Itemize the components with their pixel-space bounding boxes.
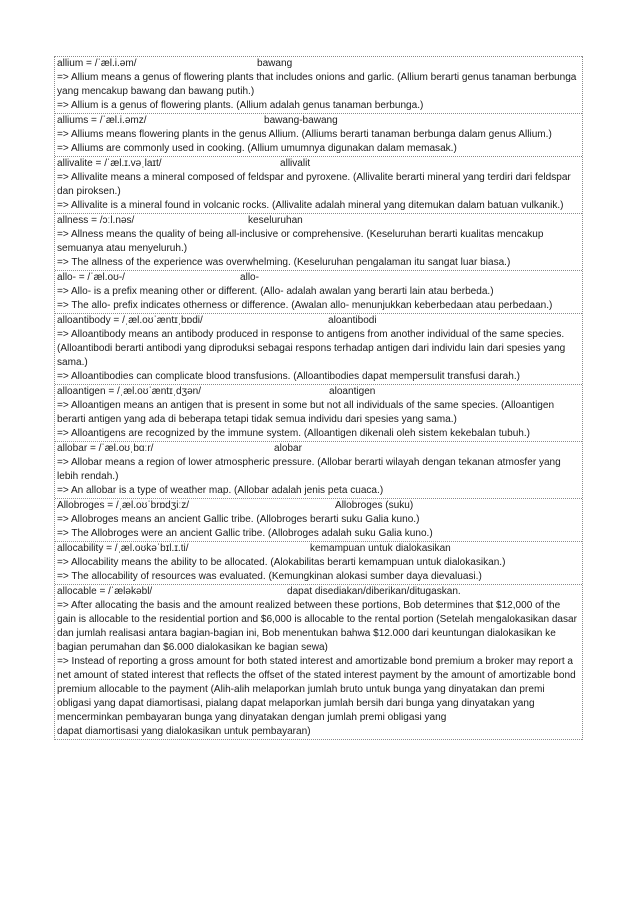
example-sentence: => Alloantibodies can complicate blood transfusions. (Alloantibodies dapat mempersulit transfusi darah.) (57, 371, 520, 382)
headword-pronunciation: allivalite = /ˈæl.ɪ.vəˌlaɪt/ (57, 158, 162, 169)
headword-pronunciation: allocability = /ˌæl.oʊkəˈbɪl.ɪ.ti/ (57, 543, 189, 554)
example-sentence: => Instead of reporting a gross amount for both stated interest and amortizable bond premium a broker may report a net amount of stated interest that reflects the offset of the stated interest payment by the amount of amortizable bond premium allocable to the payment (Alih-alih melaporkan jumlah bruto untuk bunga yang dinyatakan dan premi obligasi yang dapat diamortisasi, pialang dapat melaporkan jumlah bersih dari bunga yang dinyatakan yang mencerminkan pembayaran bunga yang dinyatakan dengan jumlah premi obligasi yang (57, 656, 576, 723)
example-sentence: => Allness means the quality of being all-inclusive or comprehensive. (Keseluruhan berarti kualitas mencakup semuanya atau menyeluruh.) (57, 229, 544, 254)
entry-header (57, 57, 581, 71)
headword-pronunciation: alliums = /ˈæl.i.əmz/ (57, 115, 147, 126)
example-sentence: => Allocability means the ability to be allocated. (Alokabilitas berarti kemampuan untuk dialokasikan.) (57, 557, 506, 568)
entry-header (57, 114, 581, 128)
translation: allo- (240, 272, 259, 283)
dictionary-entry (55, 313, 582, 384)
headword-pronunciation: allocable = /ˈæləkəbl/ (57, 586, 153, 597)
example-sentence: => Allium is a genus of flowering plants. (Allium adalah genus tanaman berbunga.) (57, 100, 424, 111)
entry-header (57, 499, 581, 513)
example-sentence: => Alloantibody means an antibody produced in response to antigens from another individual of the same species. (Alloantibodi berarti antibodi yang diproduksi sebagai respons terhadap antigen dari individu lain dari spesies yang sama.) (57, 329, 566, 368)
dictionary-entry (55, 56, 582, 113)
example-sentence: => An allobar is a type of weather map. (Allobar adalah jenis peta cuaca.) (57, 485, 384, 496)
entry-header (57, 214, 581, 228)
example-sentence: => Alliums means flowering plants in the genus Allium. (Alliums berarti tanaman berbunga dalam genus Allium.) (57, 129, 552, 140)
dictionary-entry (55, 384, 582, 441)
headword-pronunciation: allobar = /ˈæl.oʊˌbɑːr/ (57, 443, 154, 454)
example-sentence: => Allivalite means a mineral composed of feldspar and pyroxene. (Allivalite berarti mineral yang terdiri dari feldspar dan piroksen.) (57, 172, 571, 197)
example-sentence: => Alloantigens are recognized by the immune system. (Alloantigen dikenali oleh sistem kekebalan tubuh.) (57, 428, 531, 439)
example-sentence: => The allocability of resources was evaluated. (Kemungkinan alokasi sumber daya dievaluasi.) (57, 571, 482, 582)
example-sentence: => Alloantigen means an antigen that is present in some but not all individuals of the same species. (Alloantigen berarti antigen yang ada di beberapa tetapi tidak semua individu dari spesies yang sama.) (57, 400, 555, 425)
example-sentence: => Alliums are commonly used in cooking. (Allium umumnya digunakan dalam memasak.) (57, 143, 457, 154)
dictionary-entry (55, 498, 582, 541)
example-sentence: => Allobroges means an ancient Gallic tribe. (Allobroges berarti suku Galia kuno.) (57, 514, 420, 525)
dictionary-entry (55, 213, 582, 270)
dictionary-entry (55, 541, 582, 584)
headword-pronunciation: allium = /ˈæl.i.əm/ (57, 58, 137, 69)
dictionary-entry (55, 113, 582, 156)
translation: kemampuan untuk dialokasikan (310, 543, 451, 554)
example-sentence: => The allness of the experience was overwhelming. (Keseluruhan pengalaman itu sangat luar biasa.) (57, 257, 511, 268)
translation: dapat disediakan/diberikan/ditugaskan. (287, 586, 461, 597)
dictionary-entry (55, 270, 582, 313)
example-sentence: dapat diamortisasi yang dialokasikan untuk pembayaran) (57, 726, 311, 737)
headword-pronunciation: Allobroges = /ˌæl.oʊˈbrɒdʒiːz/ (57, 500, 190, 511)
headword-pronunciation: allo- = /ˈæl.oʊ-/ (57, 272, 125, 283)
example-sentence: => Allobar means a region of lower atmospheric pressure. (Allobar berarti wilayah dengan tekanan atmosfer yang lebih rendah.) (57, 457, 561, 482)
entry-header (57, 157, 581, 171)
translation: keseluruhan (248, 215, 303, 226)
translation: aloantibodi (328, 315, 377, 326)
dictionary-entry (55, 584, 582, 740)
headword-pronunciation: allness = /ɔːl.nəs/ (57, 215, 135, 226)
headword-pronunciation: alloantigen = /ˌæl.oʊˈæntɪˌdʒən/ (57, 386, 202, 397)
entry-header (57, 542, 581, 556)
example-sentence: => The allo- prefix indicates otherness or difference. (Awalan allo- menunjukkan keberbedaan atau perbedaan.) (57, 300, 553, 311)
dictionary-entry (55, 156, 582, 213)
dictionary-entry (55, 441, 582, 498)
translation: Allobroges (suku) (335, 500, 414, 511)
dictionary-document (54, 56, 583, 740)
entry-header (57, 385, 581, 399)
translation: bawang (257, 58, 293, 69)
headword-pronunciation: alloantibody = /ˌæl.oʊˈæntɪˌbɒdi/ (57, 315, 203, 326)
example-sentence: => Allo- is a prefix meaning other or different. (Allo- adalah awalan yang berarti lain atau berbeda.) (57, 286, 494, 297)
entry-header (57, 271, 581, 285)
entry-header (57, 314, 581, 328)
example-sentence: => The Allobroges were an ancient Gallic tribe. (Allobroges adalah suku Galia kuno.) (57, 528, 433, 539)
entry-header (57, 442, 581, 456)
translation: allivalit (280, 158, 311, 169)
example-sentence: => Allivalite is a mineral found in volcanic rocks. (Allivalite adalah mineral yang ditemukan dalam batuan vulkanik.) (57, 200, 564, 211)
translation: bawang-bawang (264, 115, 338, 126)
entry-header (57, 585, 581, 599)
translation: alobar (274, 443, 302, 454)
example-sentence: => Allium means a genus of flowering plants that includes onions and garlic. (Allium berarti genus tanaman berbunga yang mencakup bawang dan bawang putih.) (57, 72, 577, 97)
translation: aloantigen (329, 386, 376, 397)
example-sentence: => After allocating the basis and the amount realized between these portions, Bob determines that $12,000 of the gain is allocable to the residential portion and $6,000 is allocable to the rental portion (Setelah mengalokasikan dasar dan jumlah realisasi antara bagian-bagian ini, Bob menentukan bahwa $12.000 dari keuntungan dialokasikan ke bagian perumahan dan $6.000 dialokasikan ke bagian sewa) (57, 600, 577, 653)
